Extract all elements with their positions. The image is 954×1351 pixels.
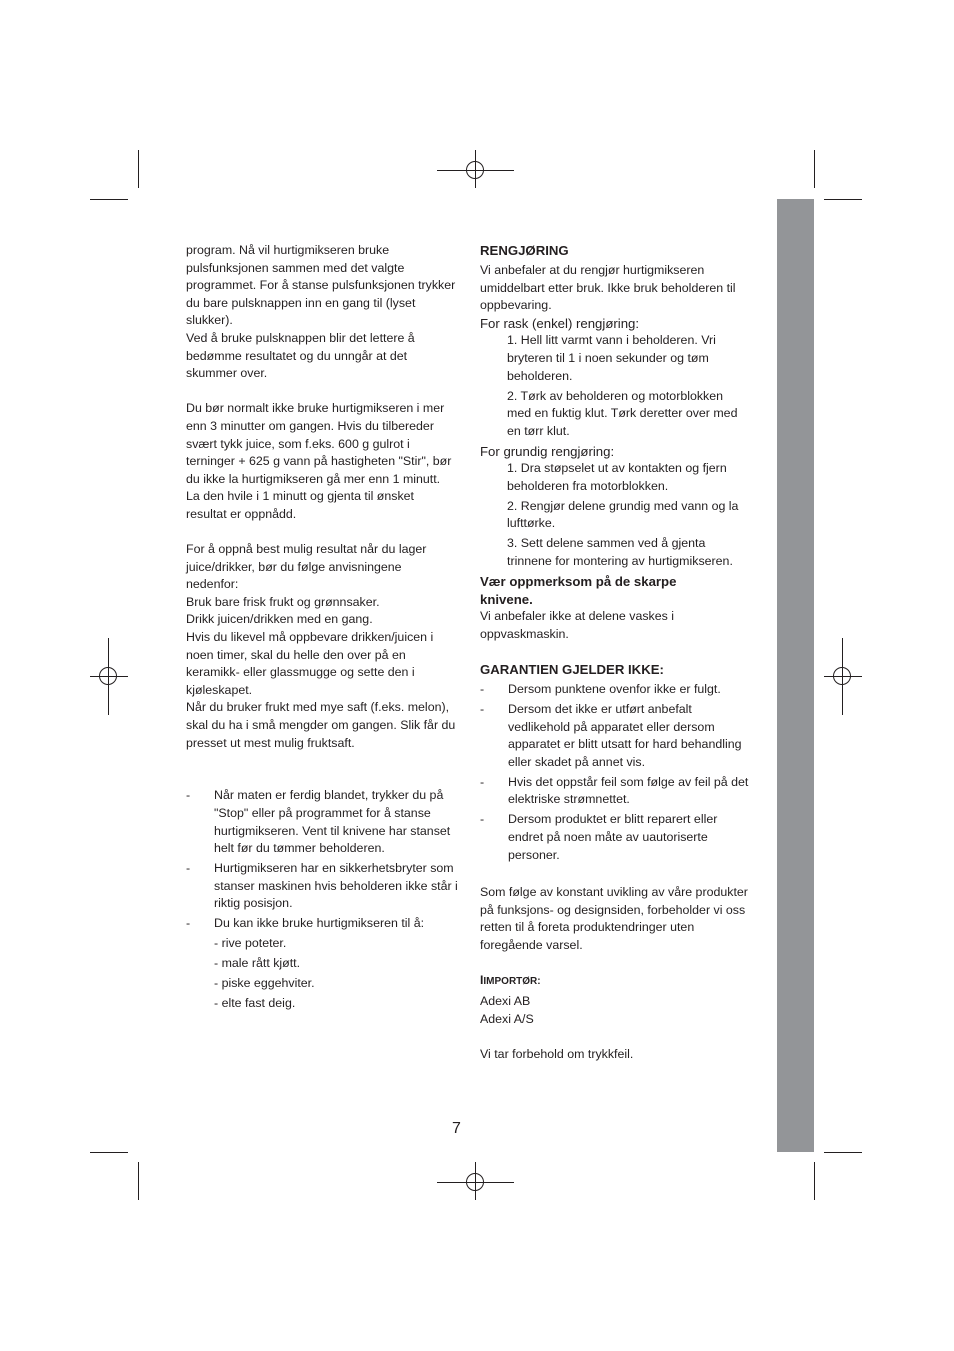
section-heading: RENGJØRING — [480, 243, 569, 258]
crop-mark — [90, 1152, 128, 1153]
text-line: Vi anbefaler ikke at delene vaskes i — [480, 609, 675, 624]
text-line: noen timer, skal du helle den over på en — [186, 647, 406, 662]
list-item — [480, 811, 760, 864]
text-line: Drikk juicen/drikken med en gang. — [186, 612, 373, 627]
bullet-dash: - — [480, 681, 485, 696]
text-line: med en fuktig klut. Tørk deretter over med — [507, 406, 738, 421]
text-line: program. Nå vil hurtigmikseren bruke — [186, 243, 390, 257]
text-line: "Stop" eller på programmet for å stanse — [214, 806, 431, 820]
side-tab — [777, 199, 814, 1152]
text-line: Dersom det ikke er utført anbefalt — [508, 701, 692, 716]
text-line: beholderen. — [507, 368, 573, 383]
text-line: bryteren til 1 i noen sekunder og tøm — [507, 350, 709, 365]
text-line: endret på noen måte av uautoriserte — [508, 829, 708, 844]
text-line: vedlikehold på apparatet eller dersom — [508, 719, 715, 734]
misprint-note: Vi tar forbehold om trykkfeil. — [480, 1046, 634, 1061]
text-line: juice/drikker, bør du følge anvisningene — [186, 559, 402, 574]
importer-heading — [480, 972, 760, 991]
numbered-step — [480, 332, 760, 385]
text-line: Som følge av konstant uvikling av våre produkter — [480, 885, 748, 900]
text-line: presset ut mest mulig fruktsaft. — [186, 735, 355, 750]
subsection-heading: For grundig rengjøring: — [480, 443, 615, 459]
crop-mark — [824, 199, 862, 200]
list-item — [480, 701, 760, 771]
text-line: Dersom produktet er blitt reparert eller — [508, 812, 718, 827]
text-line: nedenfor: — [186, 577, 239, 592]
text-line: keramikk- eller glassmugge og sette den i — [186, 665, 415, 680]
text-line: retten til å foreta produktendringer uten — [480, 920, 695, 935]
right-column — [480, 242, 760, 1063]
crop-mark — [138, 150, 139, 188]
text-line: svært tykk juice, som f.eks. 600 g gulrot i — [186, 436, 410, 451]
bullet-dash: - — [480, 701, 485, 716]
text-line: Du kan ikke bruke hurtigmikseren til å: — [214, 916, 425, 931]
text-line: Hvis du likevel må oppbevare drikken/juicen i — [186, 630, 434, 645]
bullet-dash: - — [186, 788, 191, 803]
text-line: bedømme resultatet og du unngår at det — [186, 348, 408, 363]
text-line: 2. Rengjør delene grundig med vann og la — [507, 498, 739, 513]
importer-heading-initial: I — [480, 973, 484, 988]
text-line: kjøleskapet. — [186, 682, 253, 697]
text-line: Du bør normalt ikke bruke hurtigmikseren i mer — [186, 401, 445, 416]
text-line: For å oppnå best mulig resultat når du lager — [186, 542, 427, 557]
sub-list-item: - piske eggehviter. — [214, 976, 315, 991]
text-line: Vi anbefaler at du rengjør hurtigmikseren — [480, 262, 705, 277]
list-item — [186, 915, 466, 933]
list-item — [186, 787, 466, 857]
text-line: skummer over. — [186, 366, 268, 381]
left-column — [186, 242, 466, 1013]
text-line: resultat er oppnådd. — [186, 506, 297, 521]
list-item — [480, 774, 760, 809]
text-line: oppbevaring. — [480, 298, 552, 313]
text-line: eller skadet på annet vis. — [508, 754, 646, 769]
text-line: på funksjons- og designsiden, forbeholder vi oss — [480, 902, 746, 917]
text-line: trinnene for montering av hurtigmikseren. — [507, 554, 733, 569]
bullet-dash: - — [480, 812, 485, 827]
text-line: 1. Hell litt varmt vann i beholderen. Vri — [507, 333, 716, 348]
text-line: Bruk bare frisk frukt og grønnsaker. — [186, 594, 380, 609]
text-line: hurtigmikseren. Vent til knivene har stanset — [214, 823, 451, 838]
text-line: personer. — [508, 847, 560, 862]
text-line: beholderen fra motorblokken. — [507, 478, 669, 493]
warning-heading: knivene. — [480, 591, 533, 607]
list-item — [480, 681, 760, 699]
bullet-dash: - — [480, 774, 485, 789]
text-line: umiddelbart etter bruk. Ikke bruk beholderen til — [480, 280, 736, 295]
text-line: slukker). — [186, 313, 233, 328]
sub-list-item: - male rått kjøtt. — [214, 956, 301, 971]
crop-mark — [814, 1162, 815, 1200]
text-line: Dersom punktene ovenfor ikke er fulgt. — [508, 681, 721, 696]
warning-heading: Vær oppmerksom på de skarpe — [480, 574, 677, 590]
text-line: Når du bruker frukt med mye saft (f.eks. melon), — [186, 700, 450, 715]
crop-mark — [90, 199, 128, 200]
text-line: oppvaskmaskin. — [480, 626, 569, 641]
numbered-step — [480, 460, 760, 495]
numbered-step — [480, 498, 760, 533]
sub-list-item: - rive poteter. — [214, 936, 287, 951]
text-line: Hurtigmikseren har en sikkerhetsbryter som — [214, 861, 454, 876]
crop-mark — [138, 1162, 139, 1200]
text-line: terninger + 625 g vann på hastigheten "Stir", bør — [186, 454, 452, 469]
text-line: foregående varsel. — [480, 937, 583, 952]
importer-name: Adexi AB — [480, 994, 531, 1009]
text-line: Ved å bruke pulsknappen blir det lettere å — [186, 330, 415, 345]
sub-list-item: - elte fast deig. — [214, 996, 296, 1011]
text-line: enn 3 minutter om gangen. Hvis du tilbereder — [186, 418, 434, 433]
text-line: programmet. For å stanse pulsfunksjonen trykker — [186, 278, 456, 293]
text-line: La den hvile i 1 minutt og gjenta til ønsket — [186, 489, 414, 504]
text-line: helt før du tømmer beholderen. — [214, 841, 385, 856]
text-line: Når maten er ferdig blandet, trykker du på — [214, 788, 444, 803]
subsection-heading: For rask (enkel) rengjøring: — [480, 315, 640, 331]
bullet-dash: - — [186, 916, 191, 931]
text-line: riktig posisjon. — [214, 896, 293, 911]
importer-heading-rest: IMPORTØR: — [483, 976, 541, 988]
text-line: pulsfunksjonen sammen med det valgte — [186, 260, 405, 275]
bullet-dash: - — [186, 861, 191, 876]
text-line: skal du ha i små mengder om gangen. Slik får du — [186, 718, 456, 733]
text-line: stanser maskinen hvis beholderen ikke står i — [214, 878, 458, 893]
text-line: 2. Tørk av beholderen og motorblokken — [507, 388, 724, 403]
text-line: Hvis det oppstår feil som følge av feil på det — [508, 774, 749, 789]
numbered-step — [480, 535, 760, 570]
text-line: lufttørke. — [507, 516, 556, 531]
numbered-step — [480, 388, 760, 441]
crop-mark — [824, 1152, 862, 1153]
importer-name: Adexi A/S — [480, 1011, 534, 1026]
page-number: 7 — [452, 1120, 461, 1137]
list-item — [186, 860, 466, 913]
text-line: 1. Dra støpselet ut av kontakten og fjern — [507, 461, 727, 476]
text-line: en tørr klut. — [507, 423, 570, 438]
text-line: du ikke la hurtigmikseren gå mer enn 1 minutt. — [186, 471, 441, 486]
section-heading: GARANTIEN GJELDER IKKE: — [480, 662, 664, 677]
crop-mark — [814, 150, 815, 188]
text-line: du bare pulsknappen inn en gang til (lyset — [186, 295, 416, 310]
text-line: apparatet er blitt utsatt for hard behandling — [508, 737, 742, 752]
text-line: elektriske strømnettet. — [508, 792, 630, 807]
text-line: 3. Sett delene sammen ved å gjenta — [507, 536, 706, 551]
